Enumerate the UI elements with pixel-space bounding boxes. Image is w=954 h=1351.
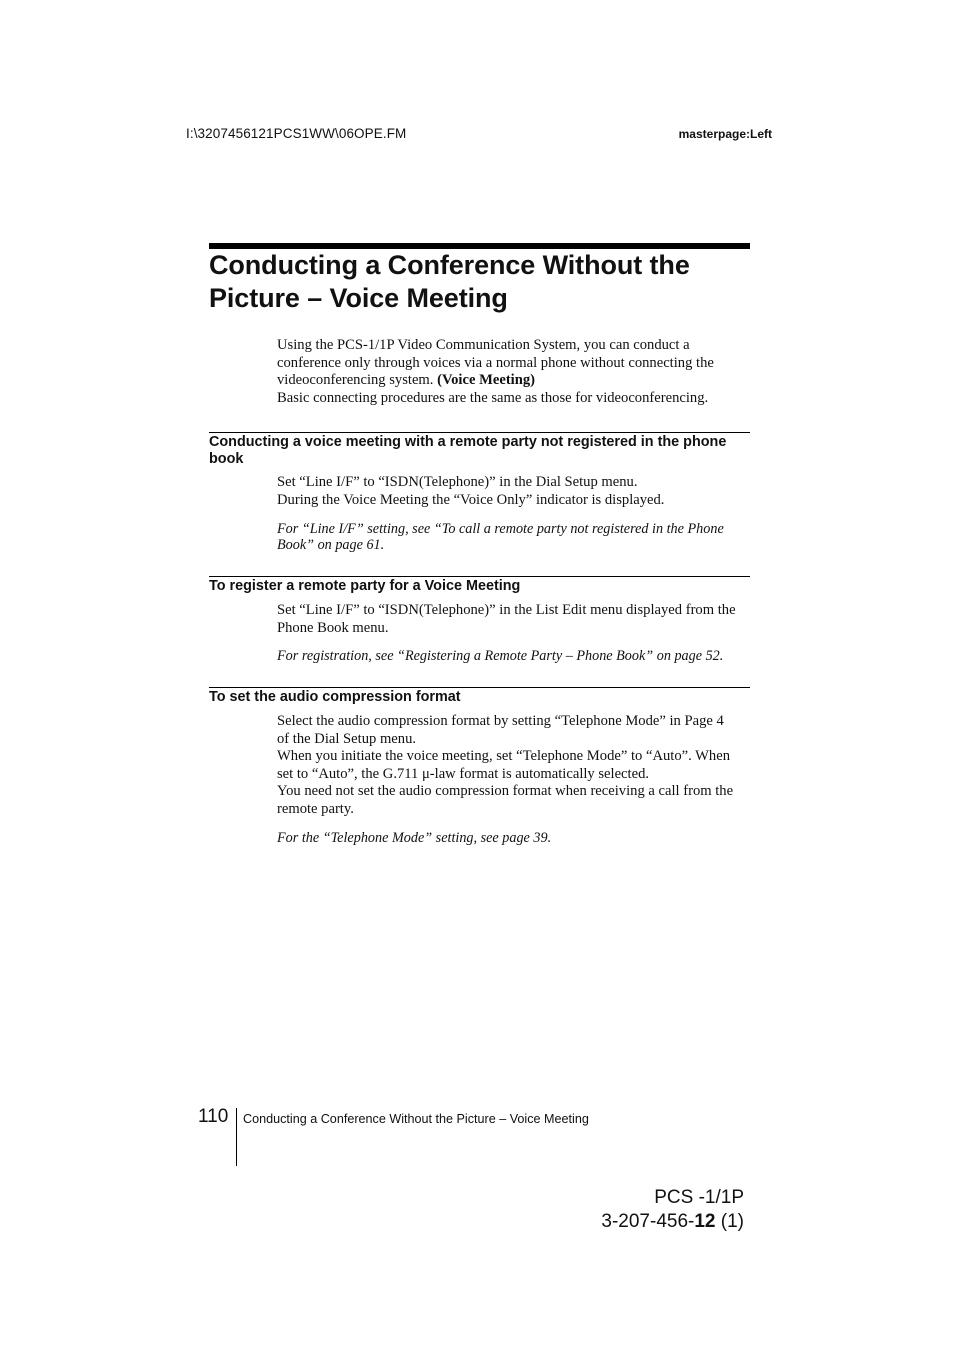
model-name: PCS -1/1P <box>654 1187 744 1208</box>
page-title-line2: Picture – Voice Meeting <box>209 283 508 313</box>
note-line: For “Line I/F” setting, see “To call a remote party not registered in the Phone <box>277 521 724 537</box>
section-note <box>277 830 751 846</box>
body-line: of the Dial Setup menu. <box>277 730 417 747</box>
document-code <box>601 1210 744 1234</box>
intro-line: Using the PCS-1/1P Video Communication System, you can conduct a <box>277 337 690 353</box>
file-path-header: I:\3207456121PCS1WW\06OPE.FM <box>186 126 407 141</box>
section-heading-line: To register a remote party for a Voice Meeting <box>209 578 521 594</box>
section-body <box>277 474 751 509</box>
section-heading-line: book <box>209 451 244 467</box>
document-code-block <box>601 1186 744 1234</box>
section-heading-line: To set the audio compression format <box>209 689 461 705</box>
running-title: Conducting a Conference Without the Picture – Voice Meeting <box>243 1112 589 1126</box>
section-heading-register <box>209 578 754 595</box>
section-heading-line: Conducting a voice meeting with a remote party not registered in the phone <box>209 434 727 450</box>
section-heading-audio-format <box>209 689 754 706</box>
section-body <box>277 602 751 637</box>
section-rule <box>209 432 750 433</box>
body-line: Phone Book menu. <box>277 619 389 636</box>
footer-rule <box>236 1108 237 1166</box>
body-line: Select the audio compression format by setting “Telephone Mode” in Page 4 <box>277 713 724 729</box>
page-title-line1: Conducting a Conference Without the <box>209 250 690 280</box>
body-line: Set “Line I/F” to “ISDN(Telephone)” in the Dial Setup menu. <box>277 474 638 490</box>
note-line: Book” on page 61. <box>277 537 385 554</box>
intro-paragraph <box>277 337 751 407</box>
note-line: For registration, see “Registering a Remote Party – Phone Book” on page 52. <box>277 648 724 664</box>
intro-line: conference only through voices via a normal phone without connecting the <box>277 354 714 371</box>
page-title <box>209 249 769 315</box>
section-body <box>277 713 751 819</box>
body-line: During the Voice Meeting the “Voice Only” indicator is displayed. <box>277 491 665 508</box>
body-line: remote party. <box>277 800 354 817</box>
section-rule <box>209 687 750 688</box>
voice-meeting-term: (Voice Meeting) <box>437 372 536 389</box>
code-suffix: (1) <box>715 1211 744 1232</box>
code-prefix: 3-207-456- <box>601 1211 695 1232</box>
section-note <box>277 648 751 664</box>
section-note <box>277 521 751 554</box>
body-line: set to “Auto”, the G.711 μ-law format is automatically selected. <box>277 765 650 782</box>
section-rule <box>209 576 750 577</box>
code-bold: 12 <box>694 1211 716 1232</box>
body-line: You need not set the audio compression format when receiving a call from the <box>277 783 734 800</box>
page-number: 110 <box>198 1106 229 1127</box>
intro-line: Basic connecting procedures are the same as those for videoconferencing. <box>277 389 709 406</box>
intro-line: videoconferencing system. <box>277 372 438 389</box>
masterpage-label: masterpage:Left <box>678 127 772 141</box>
body-line: Set “Line I/F” to “ISDN(Telephone)” in the List Edit menu displayed from the <box>277 602 736 618</box>
section-heading-unregistered <box>209 434 754 468</box>
note-line: For the “Telephone Mode” setting, see page 39. <box>277 830 552 846</box>
body-line: When you initiate the voice meeting, set “Telephone Mode” to “Auto”. When <box>277 748 730 765</box>
